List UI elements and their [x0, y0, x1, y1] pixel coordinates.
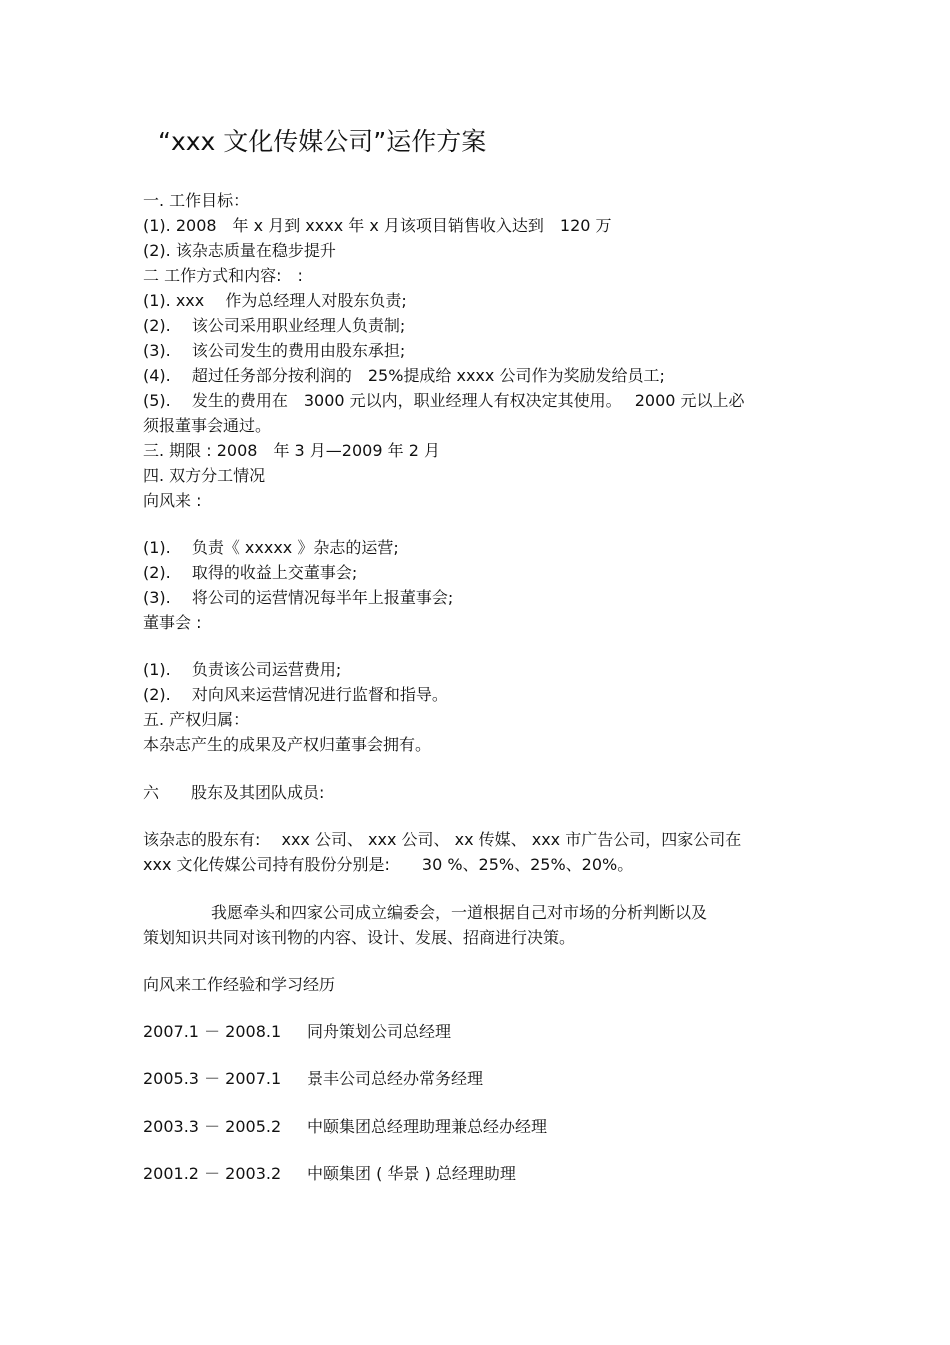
- paragraph: 策划知识共同对该刊物的内容、设计、发展、招商进行决策。: [143, 928, 576, 947]
- paragraph: xxx 文化传媒公司持有股份分别是: 30 %、25%、25%、20%。: [143, 855, 634, 874]
- timeline-period: 2003.3 － 2005.2: [143, 1117, 282, 1136]
- list-item: (3). 该公司发生的费用由股东承担;: [143, 341, 406, 360]
- section-heading: 四. 双方分工情况: [143, 466, 266, 485]
- timeline-role: 景丰公司总经办常务经理: [307, 1069, 484, 1088]
- list-item: (2). 该杂志质量在稳步提升: [143, 241, 336, 260]
- list-item: (2). 对向风来运营情况进行监督和指导。: [143, 685, 448, 704]
- timeline-role: 同舟策划公司总经理: [307, 1022, 452, 1041]
- list-item: (1). 负责《 xxxxx 》杂志的运营;: [143, 538, 399, 557]
- sub-heading: 向风来 :: [143, 491, 202, 510]
- section-heading: 一. 工作目标：: [143, 191, 250, 210]
- list-item: (1). 2008 年 x 月到 xxxx 年 x 月该项目销售收入达到 120 万: [143, 216, 612, 235]
- timeline-period: 2007.1 － 2008.1: [143, 1022, 282, 1041]
- timeline-period: 2001.2 － 2003.2: [143, 1164, 282, 1183]
- section-heading: 三. 期限 : 2008 年 3 月—2009 年 2 月: [143, 441, 440, 460]
- list-item: (1). xxx 作为总经理人对股东负责;: [143, 291, 407, 310]
- sub-heading: 向风来工作经验和学习经历: [143, 975, 336, 994]
- sub-heading: 董事会 :: [143, 613, 202, 632]
- paragraph: 我愿牵头和四家公司成立编委会，一道根据自己对市场的分析判断以及: [211, 903, 708, 922]
- timeline-role: 中颐集团 ( 华景 ) 总经理助理: [307, 1164, 516, 1183]
- list-item-continuation: 须报董事会通过。: [143, 416, 272, 435]
- list-item: (2). 该公司采用职业经理人负责制;: [143, 316, 406, 335]
- document-title: “xxx 文化传媒公司”运作方案: [158, 127, 487, 156]
- list-item: (3). 将公司的运营情况每半年上报董事会;: [143, 588, 454, 607]
- list-item: (4). 超过任务部分按利润的 25%提成给 xxxx 公司作为奖励发给员工;: [143, 366, 665, 385]
- list-item: (2). 取得的收益上交董事会;: [143, 563, 358, 582]
- timeline-period: 2005.3 － 2007.1: [143, 1069, 282, 1088]
- section-heading: 二 工作方式和内容: :: [143, 266, 303, 285]
- section-heading: 五. 产权归属：: [143, 710, 250, 729]
- timeline-role: 中颐集团总经理助理兼总经办经理: [307, 1117, 548, 1136]
- section-heading: 六 股东及其团队成员:: [143, 783, 325, 802]
- list-item: (5). 发生的费用在 3000 元以内，职业经理人有权决定其使用。 2000 元以上必: [143, 391, 745, 410]
- paragraph: 该杂志的股东有: xxx 公司、 xxx 公司、 xx 传媒、 xxx 市广告公司，四家公司在: [143, 830, 742, 849]
- paragraph: 本杂志产生的成果及产权归董事会拥有。: [143, 735, 432, 754]
- list-item: (1). 负责该公司运营费用;: [143, 660, 342, 679]
